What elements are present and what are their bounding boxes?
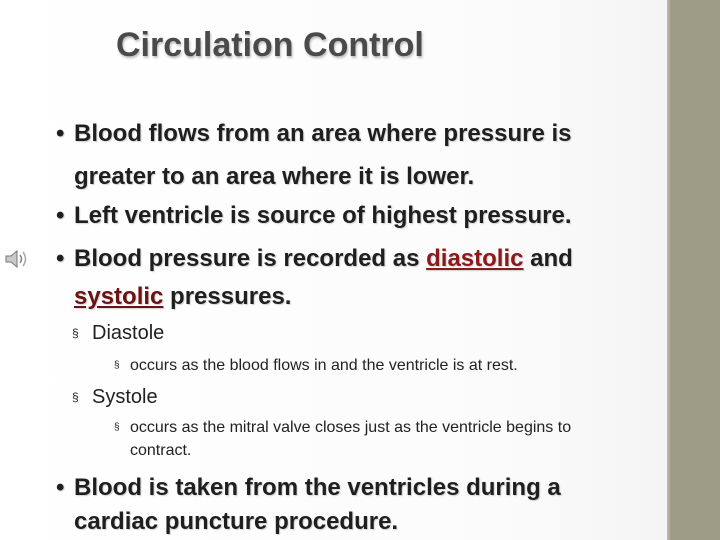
decorative-side-bar (667, 0, 720, 540)
bullet-marker: • (56, 474, 65, 501)
slide-title: Circulation Control (116, 26, 424, 64)
sub-item-marker: § (72, 390, 79, 404)
sub-detail-diastole-text: occurs as the blood flows in and the ventricle is at rest. (130, 357, 518, 374)
bullet-4 (56, 472, 561, 504)
bullet-4-continuation (74, 506, 398, 538)
sub-item-systole (72, 384, 158, 410)
bullet-marker: • (56, 120, 65, 147)
sub-detail-systole-line-2: contract. (130, 442, 192, 459)
bullet-marker: • (56, 245, 65, 272)
sub-detail-marker: § (114, 422, 120, 433)
sub-detail-systole (114, 418, 572, 438)
bullet-3-text-after: and (523, 245, 573, 272)
bullet-3-text-before: Blood pressure is recorded as (74, 245, 427, 272)
sub-detail-marker: § (114, 360, 120, 371)
bullet-3-continuation (74, 281, 291, 313)
bullet-2 (56, 200, 572, 232)
sub-item-diastole (72, 320, 165, 346)
bullet-marker: • (56, 202, 65, 229)
sub-item-systole-label: Systole (92, 386, 158, 408)
speaker-icon[interactable] (4, 248, 30, 270)
sub-detail-diastole (114, 356, 518, 376)
sub-item-diastole-label: Diastole (92, 322, 165, 344)
sub-item-marker: § (72, 326, 79, 340)
bullet-4-line-1: Blood is taken from the ventricles during a (74, 474, 561, 501)
bullet-1-continuation (74, 161, 474, 193)
bullet-1-line-2: greater to an area where it is lower. (74, 163, 475, 190)
bullet-3 (56, 243, 573, 275)
bullet-2-line-1: Left ventricle is source of highest pressure. (74, 202, 572, 229)
sub-detail-systole-continuation (130, 441, 191, 461)
bullet-1-line-1: Blood flows from an area where pressure is (74, 120, 572, 147)
bullet-4-line-2: cardiac puncture procedure. (74, 508, 399, 535)
bullet-1 (56, 118, 572, 150)
sub-detail-systole-line-1: occurs as the mitral valve closes just as the ventricle begins to (130, 419, 572, 436)
bullet-3-line-2-after: pressures. (163, 283, 292, 310)
systolic-link[interactable]: systolic (74, 283, 164, 310)
diastolic-link[interactable]: diastolic (426, 245, 524, 272)
